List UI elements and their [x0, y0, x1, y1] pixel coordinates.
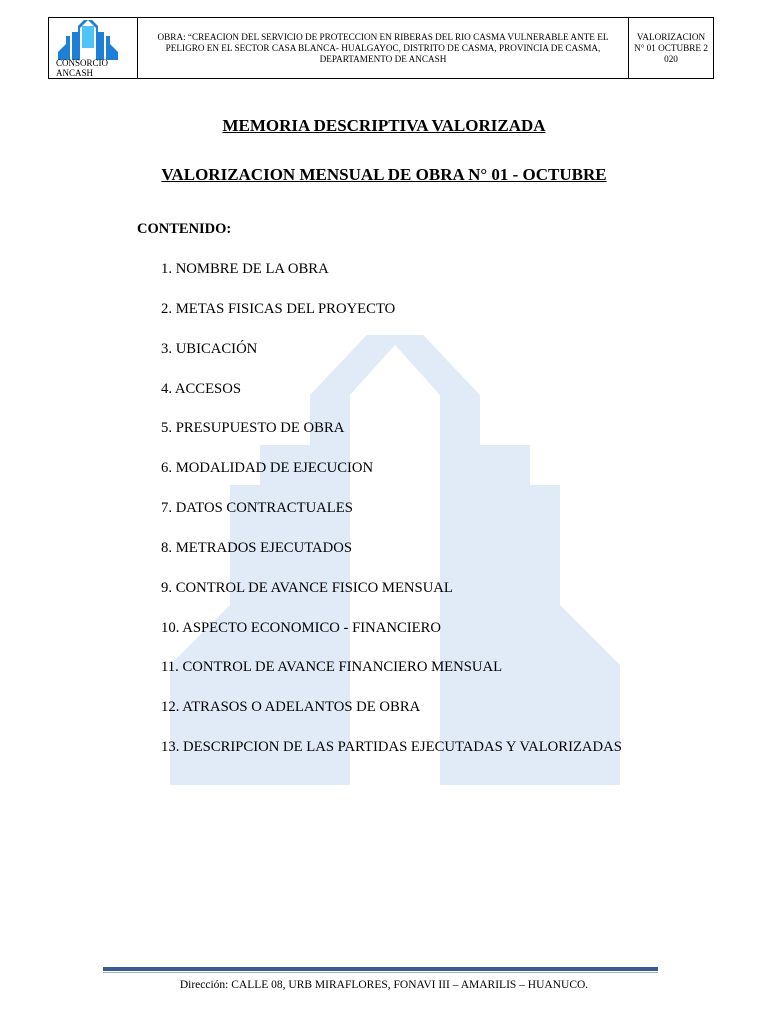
header-logo-cell — [49, 18, 138, 78]
toc-item: 11. CONTROL DE AVANCE FINANCIERO MENSUAL — [161, 659, 503, 676]
logo-caption — [56, 58, 108, 78]
toc-item: 6. MODALIDAD DE EJECUCION — [161, 460, 374, 477]
header-obra-title: OBRA: “CREACION DEL SERVICIO DE PROTECCION EN RIBERAS DEL RIO CASMA VULNERABLE ANTE EL PELIGRO EN EL SECTOR CASA BLANCA- HUALGAYOC, DISTRITO DE CASMA, PROVINCIA DE CASMA, DEPARTAMENTO DE ANCASH — [138, 18, 629, 78]
contents-heading: CONTENIDO: — [137, 221, 232, 237]
toc-item: 4. ACCESOS — [161, 380, 241, 397]
header-table — [48, 17, 714, 79]
toc-item: 7. DATOS CONTRACTUALES — [161, 500, 353, 517]
document-subtitle: VALORIZACION MENSUAL DE OBRA N° 01 - OCTUBRE — [161, 165, 607, 184]
logo-caption-line1: CONSORCIO — [56, 58, 109, 68]
consorcio-logo-icon — [56, 20, 120, 60]
logo-caption-line2: ANCASH — [56, 68, 94, 78]
toc-item: 5. PRESUPUESTO DE OBRA — [161, 420, 345, 437]
toc-item: 12. ATRASOS O ADELANTOS DE OBRA — [161, 699, 421, 716]
footer-address: Dirección: CALLE 08, URB MIRAFLORES, FONAVI III – AMARILIS – HUANUCO. — [179, 979, 589, 991]
document-title: MEMORIA DESCRIPTIVA VALORIZADA — [222, 116, 546, 135]
table-of-contents — [161, 259, 622, 777]
footer-rule — [103, 967, 658, 971]
header-valorizacion: VALORIZACION N° 01 OCTUBRE 2020 — [634, 31, 708, 64]
toc-item: 3. UBICACIÓN — [161, 340, 258, 357]
toc-item: 13. DESCRIPCION DE LAS PARTIDAS EJECUTADAS Y VALORIZADAS — [161, 739, 622, 756]
toc-item: 9. CONTROL DE AVANCE FISICO MENSUAL — [161, 579, 453, 596]
toc-item: 1. NOMBRE DE LA OBRA — [161, 261, 329, 277]
toc-item: 2. METAS FISICAS DEL PROYECTO — [161, 300, 396, 317]
footer-rule-thin — [103, 972, 658, 973]
toc-item: 8. METRADOS EJECUTADOS — [161, 539, 352, 556]
toc-item: 10. ASPECTO ECONOMICO - FINANCIERO — [161, 619, 442, 636]
